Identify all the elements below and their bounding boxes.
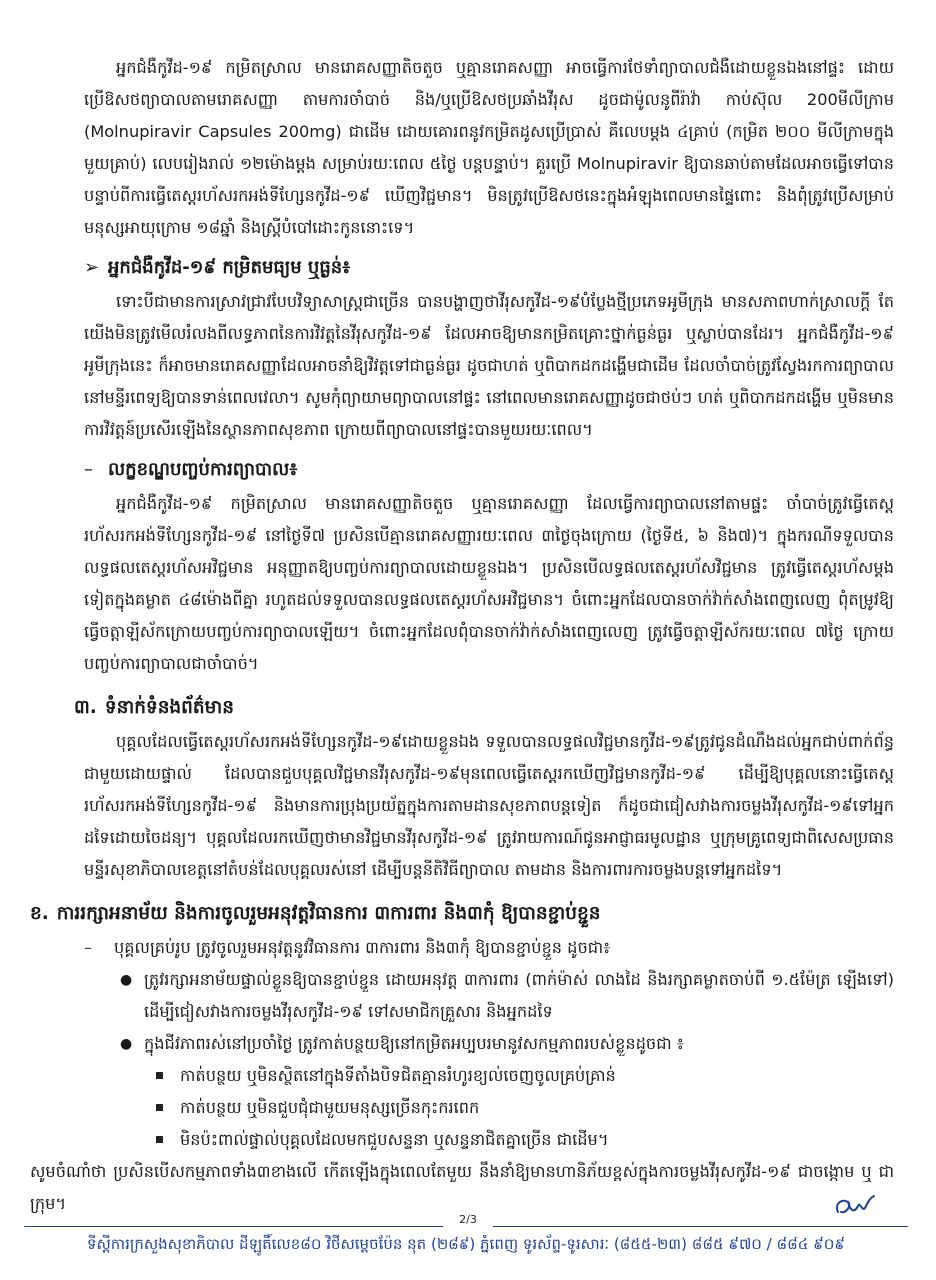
section-contact-heading: [74, 690, 894, 726]
paragraph-end-treatment: អ្នកជំងឺកូវីដ-១៩ កម្រិតស្រាល មានរោគសញ្ញាតិចតួច ឬគ្មានរោគសញ្ញា ដែលធ្វើការព្យាបាលនៅតាមផ្ទះ ចាំបាច់ត្រូវធ្វើតេស្តរហ័សរកអង់ទីហ្សែនកូវីដ-១៩ នៅថ្ងៃទី៧ ប្រសិនបើគ្មានរោគសញ្ញារយៈពេល ៣ថ្ងៃចុងក្រោយ (ថ្ងៃទី៥, ៦ និង៧)។ ក្នុងករណីទទួលបានលទ្ធផលតេស្តរហ័សអវិជ្ជមាន អនុញ្ញាតឱ្យបញ្ចប់ការព្យាបាលដោយខ្លួនឯង។ ប្រសិនបើលទ្ធផលតេស្តរហ័សវិជ្ជមាន ត្រូវធ្វើតេស្តរហ័សម្តងទៀតក្នុងគម្លាត ៤៨ម៉ោងពីគ្នា រហូតដល់ទទួលបានលទ្ធផលតេស្តរហ័សអវិជ្ជមាន។ ចំពោះអ្នកដែលបានចាក់វ៉ាក់សាំងពេញលេញ ពុំតម្រូវឱ្យធ្វើចត្តាឡីស័កក្រោយបញ្ចប់ការព្យាបាលឡើយ។ ចំពោះអ្នកដែលពុំបានចាក់វ៉ាក់សាំងពេញលេញ ត្រូវធ្វើចត្តាឡីស័ករយៈពេល ៧ថ្ងៃ ក្រោយបញ្ចប់ការព្យាបាលជាចាំបាច់។: [84, 494, 894, 673]
list-item-text: កាត់បន្ថយ ឬមិនស្ថិតនៅក្នុងទីតាំងបិទជិតគ្មានរំហូរខ្យល់ចេញចូលគ្រប់គ្រាន់: [180, 1066, 616, 1085]
hygiene-bullet-list: [84, 964, 894, 1060]
subheading-moderate-severe-title: អ្នកជំងឺកូវីដ-១៩ កម្រិតមធ្យម ឬធ្ងន់៖: [108, 257, 351, 278]
document-body: [30, 52, 894, 1220]
section-hygiene-heading: [30, 896, 894, 932]
paragraph-moderate-severe: ទោះបីជាមានការស្រាវជ្រាវបែបវិទ្យាសាស្ត្រជាច្រើន បានបង្ហាញថាវីរុសកូវីដ-១៩បំប្លែងថ្មីប្រភេទអូមីក្រុង មានសភាពហាក់ស្រាលក្តី តែយើងមិនត្រូវមើលរំលងពីលទ្ធភាពនៃការវិវត្តនៃវីរុសកូវីដ-១៩ ដែលអាចឱ្យមានកម្រិតគ្រោះថ្នាក់ធ្ងន់ធ្ងរ ឬស្លាប់បានដែរ។ អ្នកជំងឺកូវីដ-១៩ អូមីក្រុងនេះ ក៏អាចមានរោគសញ្ញាដែលអាចនាំឱ្យវិវត្តទៅជាធ្ងន់ធ្ងរ ដូចជាហត់ ឬពិបាកដកដង្ហើមជាដើម ដែលចាំបាច់ត្រូវស្វែងរកការព្យាបាលនៅមន្ទីរពេទ្យឱ្យបានទាន់ពេលវេលា។ សូមកុំព្យាយាមព្យាបាលនៅផ្ទះ នៅពេលមានរោគសញ្ញាដូចជាថប់ៗ ហត់ ឬពិបាកដកដង្ហើម ឬមិនមានការវិវត្តន៍ប្រសើរឡើងនៃស្ថានភាពសុខភាព ក្រោយពីព្យាបាលនៅផ្ទះបានមួយរយៈពេល។: [84, 292, 894, 439]
list-item: [84, 1028, 894, 1060]
page-number: 2/3: [443, 1213, 493, 1227]
hygiene-intro: [84, 932, 894, 964]
list-item: [84, 964, 894, 1028]
square-bullet-icon: [156, 1136, 163, 1143]
bullet-dot-icon: ●: [120, 972, 133, 988]
square-bullet-icon: [156, 1072, 163, 1079]
section-contact-number: ៣.: [74, 697, 97, 718]
arrow-marker-icon: ➢: [84, 257, 100, 278]
square-bullet-icon: [156, 1104, 163, 1111]
paragraph-mild-treatment: អ្នកជំងឺកូវីដ-១៩ កម្រិតស្រាល មានរោគសញ្ញាតិចតួច ឬគ្មានរោគសញ្ញា អាចធ្វើការថែទាំព្យាបាលជំងឺដោយខ្លួនឯងនៅផ្ទះ ដោយប្រើឱសថព្យាបាលតាមរោគសញ្ញា តាមការចាំបាច់ និង/ឬប្រើឱសថប្រឆាំងវីរុស ដូចជាម៉ូលនូពីរ៉ាវ៉ា កាប់ស៊ុល 200មីលីក្រាម (Molnupiravir Capsules 200mg) ជាដើម ដោយគោរពនូវកម្រិតដូសប្រើប្រាស់ គឺលេបម្តង ៤គ្រាប់ (កម្រិត ២០០ មីលីក្រាមក្នុងមួយគ្រាប់) លេបរៀងរាល់ ១២ម៉ោងម្តង សម្រាប់រយៈពេល ៥ថ្ងៃ បន្តបន្ទាប់។ គួរប្រើ Molnupiravir ឱ្យបានឆាប់តាមដែលអាចធ្វើទៅបាន បន្ទាប់ពីការធ្វើតេស្តរហ័សរកអង់ទីហ្សែនកូវីដ-១៩ ឃើញវិជ្ជមាន។ មិនត្រូវប្រើឱសថនេះក្នុងអំឡុងពេលមានផ្ទៃពោះ និងពុំត្រូវប្រើសម្រាប់មនុស្សអាយុក្រោម ១៨ឆ្នាំ និងស្ត្រីបំបៅដោះកូននោះទេ។: [84, 58, 894, 237]
hygiene-intro-text: បុគ្គលគ្រប់រូប ត្រូវចូលរួមអនុវត្តនូវវិធានការ ៣ការពារ និង៣កុំ ឱ្យបានខ្ជាប់ខ្ជួន ដូចជា៖: [114, 938, 611, 957]
section-hygiene-number: ខ.: [30, 903, 49, 924]
dash-marker: –: [84, 459, 93, 480]
bullet-dot-icon: ●: [120, 1036, 133, 1052]
paragraph-contact: បុគ្គលដែលធ្វើតេស្តរហ័សរកអង់ទីហ្សែនកូវីដ-១៩ដោយខ្លួនឯង ទទួលបានលទ្ធផលវិជ្ជមានកូវីដ-១៩ត្រូវជូនដំណឹងដល់អ្នកជាប់ពាក់ព័ន្ធជាមួយដោយផ្ទាល់ ដែលបានជួបបុគ្គលវិជ្ជមានវីរុសកូវីដ-១៩មុនពេលធ្វើតេស្តរកឃើញវិជ្ជមានកូវីដ-១៩ ដើម្បីឱ្យបុគ្គលនោះធ្វើតេស្តរហ័សរកអង់ទីហ្សែនកូវីដ-១៩ និងមានការប្រុងប្រយ័ត្នក្នុងការតាមដានសុខភាពបន្តទៀត ក៏ដូចជាជៀសវាងការចម្លងវីរុសកូវីដ-១៩ទៅអ្នកដទៃដោយចៃដន្យ។ បុគ្គលដែលរកឃើញថាមានវិជ្ជមានវីរុសកូវីដ-១៩ ត្រូវរាយការណ៍ជូនអាជ្ញាធរមូលដ្ឋាន ឬក្រុមគ្រូពេទ្យជាពិសេសប្រធានមន្ទីរសុខាភិបាលខេត្តនៅតំបន់ដែលបុគ្គលរស់នៅ ដើម្បីបន្តនីតិវិធីព្យាបាល តាមដាន និងការពារការចម្លងបន្តទៅអ្នកដទៃ។: [84, 732, 894, 879]
closing-note: សូមចំណាំថា ប្រសិនបើសកម្មភាពទាំង៣ខាងលើ កើតឡើងក្នុងពេលតែមួយ នឹងនាំឱ្យមានហានិភ័យខ្ពស់ក្នុងការចម្លងវីរុសកូវីដ-១៩ ជាចង្កោម ឬ ជាក្រុម។: [30, 1162, 894, 1213]
list-item-text: កាត់បន្ថយ ឬមិនជួបជុំជាមួយមនុស្សច្រើនកុះករពេក: [180, 1098, 480, 1117]
section-hygiene-title: ការរក្សាអនាម័យ និងការចូលរួមអនុវត្តវិធានការ ៣ការពារ និង៣កុំ ឱ្យបានខ្ជាប់ខ្ជួន: [56, 903, 601, 924]
list-item-text: មិនប៉ះពាល់ផ្ទាល់បុគ្គលដែលមកជួបសន្ទនា ឬសន្ទនាជិតគ្នាច្រើន ជាដើម។: [180, 1130, 609, 1149]
list-item: [84, 1124, 894, 1156]
list-item-text: ត្រូវរក្សាអនាម័យផ្ទាល់ខ្លួនឱ្យបានខ្ជាប់ខ្ជួន ដោយអនុវត្ត ៣ការពារ (ពាក់ម៉ាស់ លាងដៃ និងរក្សាគម្លាតចាប់ពី ១.៥ម៉ែត្រ ឡើងទៅ) ដើម្បីជៀសវាងការចម្លងវីរុសកូវីដ-១៩ ទៅសមាជិកគ្រួសារ និងអ្នកដទៃ: [144, 970, 894, 1021]
list-item-text: ក្នុងជីវភាពរស់នៅប្រចាំថ្ងៃ ត្រូវកាត់បន្ថយឱ្យនៅកម្រិតអប្បបរមានូវសកម្មភាពរបស់ខ្លួនដូចជា ៖: [144, 1034, 684, 1053]
list-item: [84, 1092, 894, 1124]
subheading-moderate-severe: [84, 250, 894, 286]
subheading-end-treatment-title: លក្ខខណ្ឌបញ្ចប់ការព្យាបាល៖: [108, 459, 298, 480]
section-contact-title: ទំនាក់ទំនងព័ត៌មាន: [104, 697, 235, 718]
dash-marker: –: [84, 938, 93, 957]
footer-address: ទីស្តីការក្រសួងសុខាភិបាល ដីឡូតិ៍លេខ៨០ វិថីសម្តេចប៉ែន នុត (២៨៩) ភ្នំពេញ ទូរស័ព្ទ-ទូរសារៈ (៨៥៥-២៣) ៨៨៥ ៩៧០ / ៨៨៤ ៩០៩: [87, 1235, 845, 1253]
list-item: [84, 1060, 894, 1092]
activity-sub-list: [84, 1060, 894, 1156]
signature-icon: [832, 1192, 878, 1222]
subheading-end-treatment: [84, 452, 894, 488]
